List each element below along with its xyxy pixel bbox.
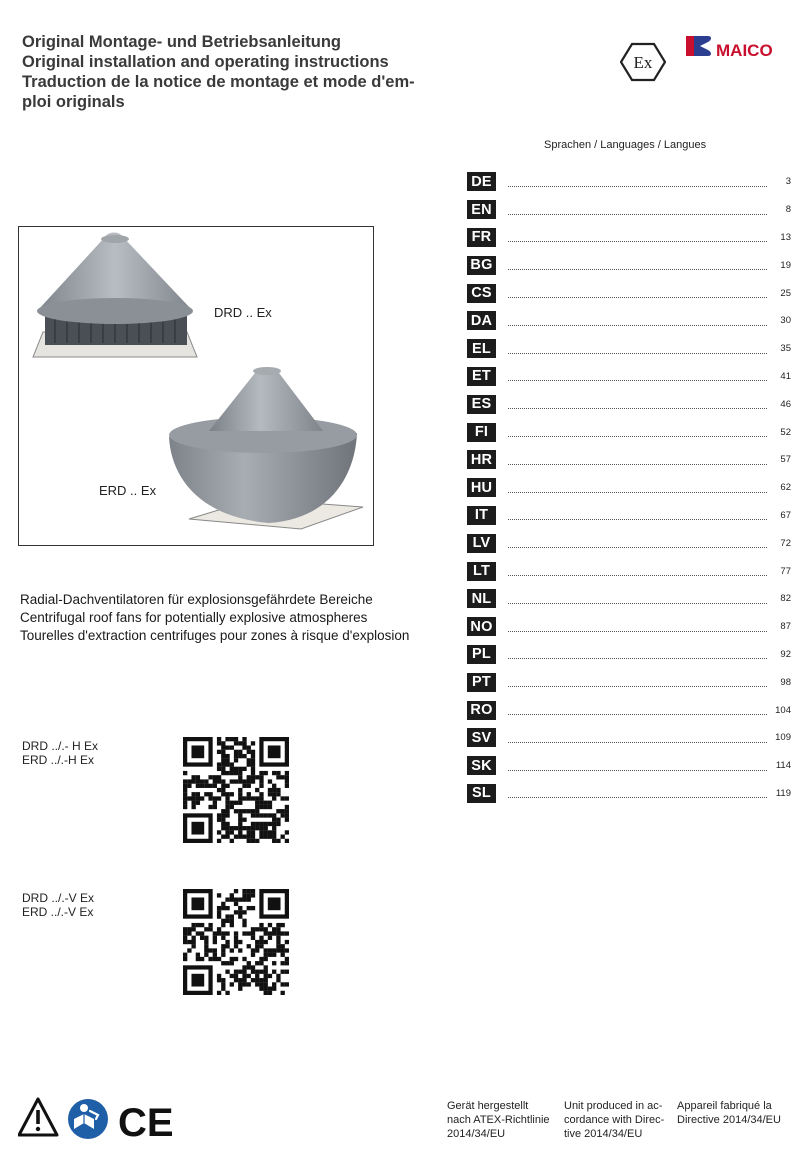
footer-de-line-3: 2014/34/EU (447, 1128, 506, 1140)
toc-heading: Sprachen / Languages / Langues (544, 139, 707, 151)
qr-code-v[interactable] (183, 889, 289, 995)
language-toc (467, 168, 791, 807)
erd-label: ERD .. Ex (99, 483, 157, 498)
model-erd-v: ERD ../.-V Ex (22, 905, 94, 919)
leader-dots (508, 788, 767, 798)
model-erd-h: ERD ../.-H Ex (22, 753, 95, 767)
read-manual-icon (68, 1099, 108, 1139)
model-drd-h: DRD ../.- H Ex (22, 739, 99, 753)
product-image (18, 226, 374, 546)
leader-dots (508, 538, 767, 548)
ce-mark-icon: CE (118, 1101, 174, 1145)
page-number: 25 (780, 287, 791, 299)
lang-badge: NL (467, 589, 496, 608)
page-number: 119 (775, 787, 791, 799)
lang-badge: ET (467, 367, 496, 386)
leader-dots (508, 177, 767, 187)
page-number: 92 (780, 648, 791, 660)
page-number: 30 (780, 315, 791, 327)
leader-dots (508, 566, 767, 576)
leader-dots (508, 649, 767, 659)
ex-hexagon-logo (620, 42, 666, 82)
leader-dots (508, 260, 767, 270)
lang-badge: EN (467, 200, 496, 219)
page-number: 109 (775, 732, 791, 744)
toc-row-lv[interactable] (467, 529, 791, 557)
title-line-fr-cont: ploi originals (22, 93, 125, 111)
page-number: 87 (780, 621, 791, 633)
toc-row-en[interactable] (467, 196, 791, 224)
page-number: 77 (780, 565, 791, 577)
model-drd-v: DRD ../.-V Ex (22, 891, 95, 905)
leader-dots (508, 399, 767, 409)
qr-section-v (22, 891, 94, 919)
lang-badge: FI (467, 423, 496, 442)
leader-dots (508, 205, 767, 215)
lang-badge: HR (467, 450, 496, 469)
leader-dots (508, 232, 767, 242)
lang-badge: NO (467, 617, 496, 636)
lang-badge: SV (467, 728, 496, 747)
toc-row-ro[interactable] (467, 696, 791, 724)
page-number: 3 (785, 176, 791, 188)
title-line-fr: Traduction de la notice de montage et mode d'em- (22, 73, 415, 91)
drd-label: DRD .. Ex (214, 305, 272, 320)
lang-badge: DE (467, 172, 496, 191)
warning-icon (19, 1099, 57, 1135)
leader-dots (508, 455, 767, 465)
title-line-en: Original installation and operating instructions (22, 53, 389, 71)
toc-row-pt[interactable] (467, 668, 791, 696)
lang-badge: DA (467, 311, 496, 330)
drd-fan-illustration (33, 233, 197, 358)
toc-row-no[interactable] (467, 613, 791, 641)
page-number: 98 (780, 676, 791, 688)
toc-row-bg[interactable] (467, 251, 791, 279)
page-number: 104 (775, 704, 791, 716)
page-number: 67 (780, 509, 791, 521)
toc-row-el[interactable] (467, 335, 791, 363)
page-number: 72 (780, 537, 791, 549)
page-number: 13 (780, 231, 791, 243)
page-number: 41 (780, 370, 791, 382)
page-number: 57 (780, 454, 791, 466)
leader-dots (508, 510, 767, 520)
lang-badge: LV (467, 534, 496, 553)
footer-col-fr (677, 1099, 781, 1127)
footer-en-line-1: Unit produced in ac- (564, 1100, 663, 1112)
description-line-de: Radial-Dachventilatoren für explosionsgefährdete Bereiche (20, 592, 373, 607)
qr-section-h (22, 739, 98, 767)
lang-badge: RO (467, 701, 496, 720)
leader-dots (508, 483, 767, 493)
description-line-en: Centrifugal roof fans for potentially explosive atmospheres (20, 610, 368, 625)
footer-fr-line-1: Appareil fabriqué la (677, 1100, 772, 1112)
toc-row-et[interactable] (467, 363, 791, 391)
toc-row-es[interactable] (467, 390, 791, 418)
lang-badge: EL (467, 339, 496, 358)
toc-row-cs[interactable] (467, 279, 791, 307)
leader-dots (508, 344, 767, 354)
description-line-fr: Tourelles d'extraction centrifuges pour zones à risque d'explosion (20, 628, 410, 643)
toc-row-fi[interactable] (467, 418, 791, 446)
page-number: 8 (785, 204, 791, 216)
toc-row-it[interactable] (467, 502, 791, 530)
footer-en-line-2: cordance with Direc- (564, 1114, 665, 1126)
qr-code-h[interactable] (183, 737, 289, 843)
maico-logo (686, 34, 792, 64)
footer-de-line-1: Gerät hergestellt (447, 1100, 529, 1112)
leader-dots (508, 427, 767, 437)
lang-badge: SL (467, 784, 496, 803)
footer-col-en (564, 1099, 664, 1141)
product-description (20, 591, 460, 645)
toc-row-sv[interactable] (467, 724, 791, 752)
toc-row-lt[interactable] (467, 557, 791, 585)
leader-dots (508, 288, 767, 298)
lang-badge: CS (467, 284, 496, 303)
lang-badge: PT (467, 673, 496, 692)
leader-dots (508, 316, 767, 326)
leader-dots (508, 733, 767, 743)
lang-badge: SK (467, 756, 496, 775)
lang-badge: BG (467, 256, 496, 275)
toc-row-de[interactable] (467, 168, 791, 196)
lang-badge: ES (467, 395, 496, 414)
leader-dots (508, 677, 767, 687)
page-number: 46 (780, 398, 791, 410)
toc-row-hr[interactable] (467, 446, 791, 474)
footer-col-de (447, 1099, 550, 1141)
footer-fr-line-2: Directive 2014/34/EU (677, 1114, 781, 1126)
lang-badge: LT (467, 562, 496, 581)
footer-safety-icons (18, 1095, 178, 1145)
leader-dots (508, 622, 767, 632)
footer-de-line-2: nach ATEX-Richtlinie (447, 1114, 550, 1126)
page-number: 62 (780, 482, 791, 494)
toc-row-nl[interactable] (467, 585, 791, 613)
page-number: 82 (780, 593, 791, 605)
leader-dots (508, 594, 767, 604)
footer-en-line-3: tive 2014/34/EU (564, 1128, 643, 1140)
toc-row-pl[interactable] (467, 641, 791, 669)
page-number: 52 (780, 426, 791, 438)
lang-badge: HU (467, 478, 496, 497)
lang-badge: IT (467, 506, 496, 525)
page-number: 19 (780, 259, 791, 271)
leader-dots (508, 761, 767, 771)
page-number: 35 (780, 343, 791, 355)
toc-row-fr[interactable] (467, 224, 791, 252)
leader-dots (508, 371, 767, 381)
ex-logo-text: Ex (633, 53, 653, 72)
maico-logo-text: MAICO (716, 41, 773, 60)
lang-badge: FR (467, 228, 496, 247)
lang-badge: PL (467, 645, 496, 664)
erd-fan-illustration (169, 367, 363, 529)
title-line-de: Original Montage- und Betriebsanleitung (22, 33, 342, 51)
leader-dots (508, 705, 767, 715)
toc-row-sk[interactable] (467, 752, 791, 780)
toc-row-sl[interactable] (467, 780, 791, 808)
page-number: 114 (775, 760, 791, 772)
toc-row-da[interactable] (467, 307, 791, 335)
toc-row-hu[interactable] (467, 474, 791, 502)
document-title (22, 32, 442, 112)
